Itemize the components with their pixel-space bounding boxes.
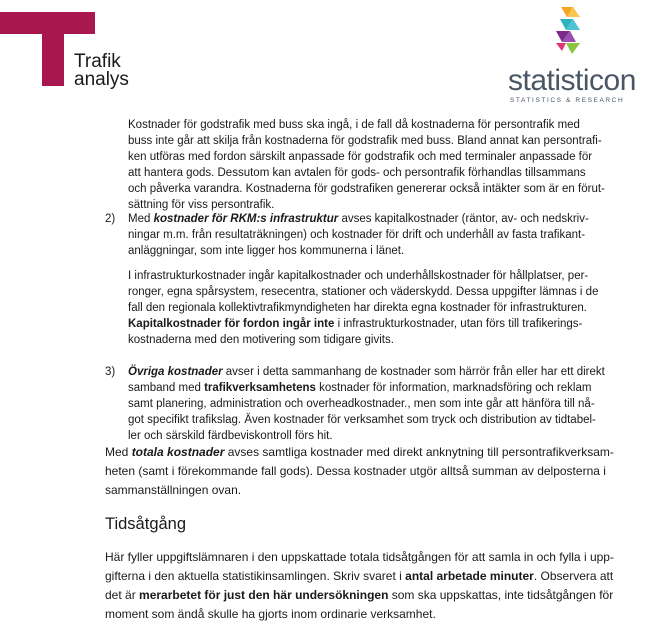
text-line: det är merarbetet för just den här undersökningen som ska uppskattas, inte tidsåtgången för: [105, 588, 614, 602]
text-line: got specifikt trafikslag. Även kostnader för verksamhet som tryck och distribution av tidtabel-: [128, 414, 596, 426]
bold-sentence: Kapitalkostnader för fordon ingår inte: [128, 318, 335, 330]
text-line: Här fyller uppgiftslämnaren i den uppskattade totala tidsåtgången för att samla in och fylla i upp-: [105, 550, 614, 564]
text-line: Kostnader för godstrafik med buss ska ingå, i de fall då kostnaderna för persontrafik med: [128, 119, 580, 131]
text-line: moment som ändå skulle ha gjorts inom ordinarie verksamhet.: [105, 607, 436, 621]
trafikanalys-logo: [0, 0, 140, 100]
bold-term: trafikverksamhetens: [204, 382, 316, 394]
list-number-2: 2): [105, 213, 116, 225]
statisticon-mark-icon: [500, 0, 648, 64]
text-line: ken utföras med fordon särskilt anpassade för godstrafik och med terminaler anpassade för: [128, 151, 593, 163]
text-line: samt planering, administration och overheadkostnader., men som inte går att hänföra till nå-: [128, 398, 595, 410]
text-line: heten (samt i förekommande fall gods). Dessa kostnader utgör alltså summan av delposterna i: [105, 464, 606, 478]
logo-text-line2: analys: [74, 69, 129, 90]
text-line: ronger, egna spårsystem, resecentra, stationer och väderskydd. Dessa uppgifter lämnas i de: [128, 286, 599, 298]
text-line: Med kostnader för RKM:s infrastruktur avses kapitalkostnader (räntor, av- och nedskriv-: [128, 213, 589, 225]
statisticon-logo: [500, 0, 648, 110]
list-item-2: [128, 211, 628, 259]
tidsatgang-paragraph: [105, 548, 640, 624]
text-line: I infrastrukturkostnader ingår kapitalkostnader och underhållskostnader för hållplatser, per-: [128, 270, 589, 282]
text-line: samband med trafikverksamhetens kostnader för information, marknadsföring och reklam: [128, 382, 592, 394]
text-line: buss inte går att skilja från kostnaderna för godstrafik med buss. Bland annat kan persontrafi-: [128, 135, 602, 147]
text-line: sättning för viss persontrafik.: [128, 199, 275, 211]
text-line: gifterna i den aktuella statistikinsamlingen. Skriv svaret i antal arbetade minuter. Observera att: [105, 569, 614, 583]
text-line: Kapitalkostnader för fordon ingår inte i infrastrukturkostnader, utan förs till trafikerings-: [128, 318, 583, 330]
text-line: Med totala kostnader avses samtliga kostnader med direkt anknytning till persontrafikverksam-: [105, 445, 614, 459]
list-item-3: [128, 364, 628, 444]
bold-term: merarbetet för just den här undersökningen: [139, 588, 389, 602]
text-line: Övriga kostnader avser i detta sammanhang de kostnader som härrör från eller har ett direkt: [128, 366, 605, 378]
bold-term: totala kostnader: [131, 445, 225, 459]
list-item-2-detail: [128, 268, 628, 348]
bold-term: kostnader för RKM:s infrastruktur: [153, 213, 339, 225]
statisticon-wordmark: statisticon: [508, 64, 636, 97]
text-line: ler och särskild färdbeviskontroll förs hit.: [128, 430, 333, 442]
text-line: fall den regionala kollektivtrafikmyndigheten har direkta egna kostnader för infrastrukturen.: [128, 302, 587, 314]
text-line: anläggningar, som inte ligger hos kommunerna i länet.: [128, 245, 405, 257]
section-heading: Tidsåtgång: [105, 515, 187, 533]
text-line: och påverka varandra. Kostnaderna för godstrafiken genererar också intäkter som är en förut-: [128, 183, 605, 195]
text-line: kostnaderna med den motivering som tidigare givits.: [128, 334, 394, 346]
intro-paragraph: [128, 117, 628, 213]
bold-term: antal arbetade minuter: [405, 569, 534, 583]
text-line: ningar m.m. från resultaträkningen) och kostnader för drift och underhåll av fasta trafikant-: [128, 229, 586, 241]
statisticon-tagline: STATISTICS & RESEARCH: [510, 97, 625, 104]
logo-text-line1: Trafik: [74, 51, 121, 72]
totals-paragraph: [105, 443, 635, 500]
bold-term: Övriga kostnader: [128, 366, 223, 378]
list-number-3: 3): [105, 366, 116, 378]
text-line: sammanställningen ovan.: [105, 483, 242, 497]
text-line: att hantera gods. Dessutom kan avtalen för gods- och persontrafik förhandlas tillsammans: [128, 167, 586, 179]
